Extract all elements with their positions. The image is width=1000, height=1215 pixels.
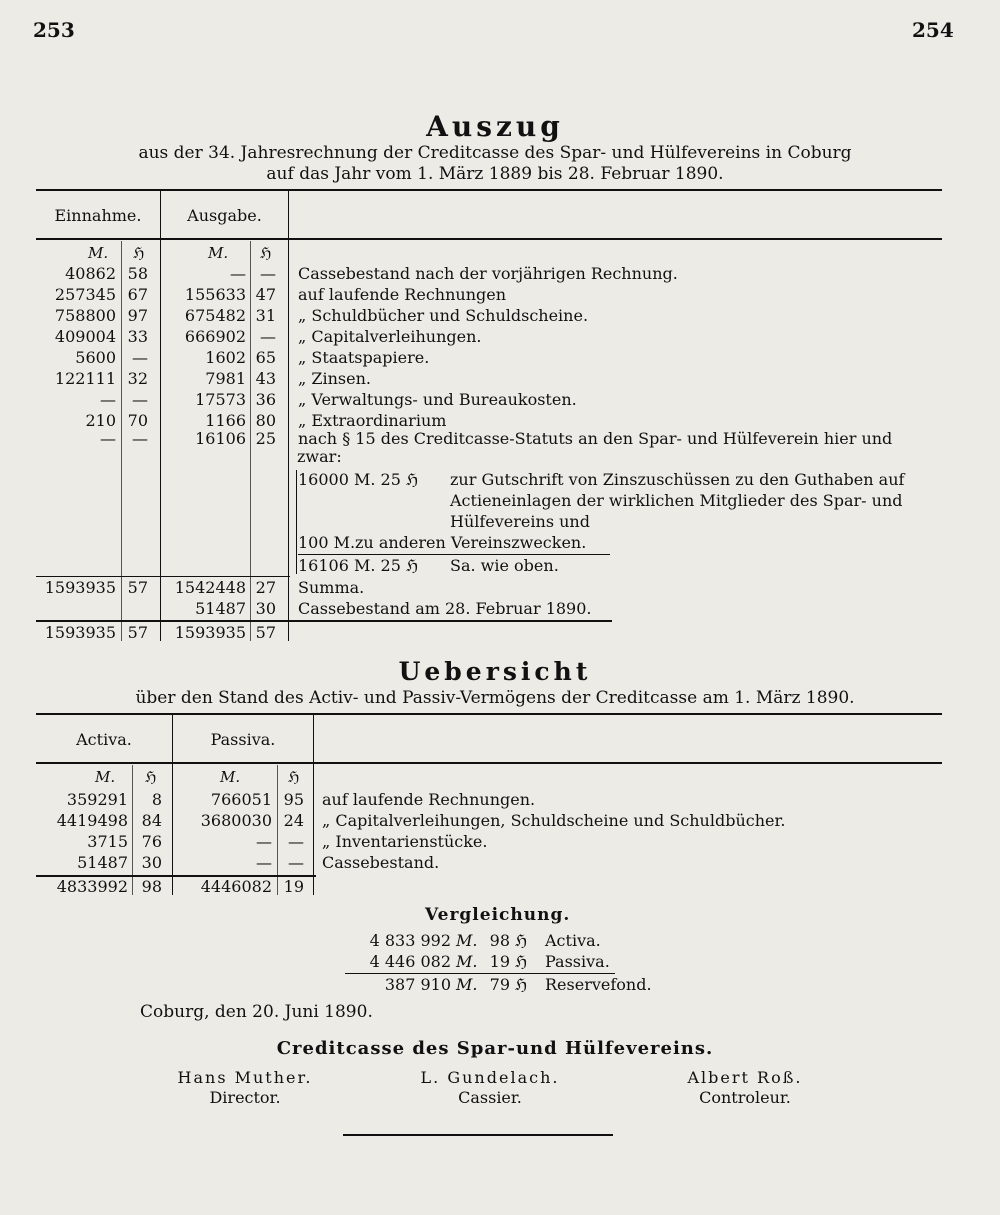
total-e-pf: 57	[127, 623, 148, 642]
table-row	[0, 284, 1000, 305]
ausgabe-pf-value: 36	[255, 390, 276, 409]
verg-reserve-m: 387 910	[384, 975, 451, 994]
table-row	[0, 810, 1000, 831]
ausgabe-mark-value: 155633	[184, 285, 246, 304]
subrow-text-4: zu anderen Vereinszwecken.	[355, 533, 587, 552]
signature-role-1: Director.	[209, 1088, 281, 1107]
row-description: „ Extraordinarium	[298, 411, 447, 430]
passiva-mark-unit: M.	[220, 768, 241, 786]
t2-total-ac-pf: 98	[141, 877, 162, 896]
t2-total-ac-m: 4833992	[56, 877, 128, 896]
ausgabe-mark-value: 16106	[195, 429, 246, 448]
passiva-pf-value: 95	[283, 790, 304, 809]
ausgabe-mark-value: 666902	[184, 327, 246, 346]
ausgabe-pf-value: 47	[255, 285, 276, 304]
signature-name-2: L. Gundelach.	[420, 1068, 560, 1087]
subtotal-rule	[298, 554, 610, 555]
einnahme-mark-pf: ℌ	[133, 244, 145, 262]
verg-activa-pf: 98	[489, 931, 510, 950]
row-description: „ Capitalverleihungen, Schuldscheine und Schuldbücher.	[322, 811, 786, 830]
activa-pf-value: 84	[141, 811, 162, 830]
table-row	[0, 789, 1000, 810]
table-row	[0, 831, 1000, 852]
einnahme-mark-value: 257345	[54, 285, 116, 304]
einnahme-pf-value: 97	[127, 306, 148, 325]
einnahme-pf-value: —	[132, 348, 148, 367]
signature-name-1: Hans Muther.	[177, 1068, 313, 1087]
row-description: auf laufende Rechnungen	[298, 285, 507, 304]
activa-mark-value: 359291	[66, 790, 128, 809]
table2-total-row	[0, 876, 1000, 897]
activa-mark-pf: ℌ	[145, 768, 157, 786]
signature-role-2: Cassier.	[458, 1088, 522, 1107]
table-row	[0, 389, 1000, 410]
ausgabe-mark-pf: ℌ	[260, 244, 272, 262]
ausgabe-mark-value: —	[230, 264, 246, 283]
einnahme-mark-value: 122111	[54, 369, 116, 388]
ausgabe-mark-value: 675482	[184, 306, 246, 325]
activa-mark-value: 3715	[87, 832, 128, 851]
ausgabe-pf-value: —	[260, 327, 276, 346]
einnahme-mark-value: 409004	[54, 327, 116, 346]
einnahme-pf-value: —	[132, 429, 148, 448]
vergleichung-row-passiva	[0, 951, 1000, 972]
page-number-right: 254	[912, 18, 954, 42]
subrow-text-3: Hülfevereins und	[450, 512, 590, 531]
einnahme-pf-value: 58	[127, 264, 148, 283]
einnahme-mark-value: 5600	[75, 348, 116, 367]
einnahme-pf-value: 32	[127, 369, 148, 388]
page-number-left: 253	[33, 18, 75, 42]
uebersicht-title: Uebersicht	[398, 657, 592, 686]
table-row	[0, 428, 1000, 449]
verg-activa-label: Activa.	[545, 931, 601, 950]
signature-role-3: Controleur.	[699, 1088, 791, 1107]
row-description: „ Verwaltungs- und Bureaukosten.	[298, 390, 577, 409]
row-description: „ Capitalverleihungen.	[298, 327, 482, 346]
row-description: „ Zinsen.	[298, 369, 371, 388]
summa-text: Summa.	[298, 578, 365, 597]
summa-e-m: 1593935	[44, 578, 116, 597]
verg-passiva-m: 4 446 082	[369, 952, 451, 971]
verg-passiva-pf: 19	[489, 952, 510, 971]
passiva-mark-value: —	[256, 832, 272, 851]
row-description: „ Schuldbücher und Schuldscheine.	[298, 306, 589, 325]
summa-e-pf: 57	[127, 578, 148, 597]
summa-a-m: 1542448	[174, 578, 246, 597]
table1-top-rule	[36, 189, 942, 191]
verg-passiva-pfmark: ℌ	[515, 952, 528, 971]
einnahme-mark-value: 40862	[65, 264, 116, 283]
passiva-pf-value: —	[288, 832, 304, 851]
t2-total-pa-pf: 19	[283, 877, 304, 896]
passiva-mark-value: 766051	[210, 790, 272, 809]
verg-reserve-label: Reservefond.	[545, 975, 652, 994]
cassebestand-row	[0, 598, 1000, 619]
activa-header: Activa.	[76, 730, 132, 749]
vergleichung-title: Vergleichung.	[425, 905, 571, 925]
zwar-label: zwar:	[297, 447, 342, 466]
table-row	[0, 347, 1000, 368]
row-description: „ Inventarienstücke.	[322, 832, 488, 851]
place-date: Coburg, den 20. Juni 1890.	[140, 1002, 373, 1022]
passiva-pf-value: —	[288, 853, 304, 872]
ausgabe-mark-value: 7981	[205, 369, 246, 388]
ausgabe-mark-value: 1602	[205, 348, 246, 367]
passiva-header: Passiva.	[210, 730, 276, 749]
einnahme-mark-unit: M.	[88, 244, 109, 262]
ausgabe-pf-value: —	[260, 264, 276, 283]
subrow-text-2: Actieneinlagen der wirklichen Mitglieder des Spar- und	[450, 491, 903, 510]
einnahme-pf-value: 67	[127, 285, 148, 304]
ausgabe-mark-unit: M.	[208, 244, 229, 262]
passiva-mark-pf: ℌ	[288, 768, 300, 786]
total-a-m: 1593935	[174, 623, 246, 642]
ausgabe-pf-value: 25	[255, 429, 276, 448]
table-row	[0, 368, 1000, 389]
total-e-m: 1593935	[44, 623, 116, 642]
activa-mark-value: 4419498	[56, 811, 128, 830]
einnahme-header: Einnahme.	[54, 206, 142, 225]
ausgabe-pf-value: 65	[255, 348, 276, 367]
row-description: nach § 15 des Creditcasse-Statuts an den Spar- und Hülfeverein hier und	[298, 429, 893, 448]
verg-activa-pfmark: ℌ	[515, 931, 528, 950]
einnahme-mark-value: 210	[85, 411, 116, 430]
table-row	[0, 263, 1000, 284]
activa-pf-value: 8	[151, 790, 162, 809]
table-row	[0, 305, 1000, 326]
summa-a-pf: 27	[255, 578, 276, 597]
row-description: Cassebestand nach der vorjährigen Rechnung.	[298, 264, 678, 283]
verg-passiva-label: Passiva.	[545, 952, 610, 971]
activa-mark-value: 51487	[77, 853, 128, 872]
passiva-mark-value: 3680030	[200, 811, 272, 830]
verg-passiva-unit: M.	[456, 952, 478, 971]
ausgabe-header: Ausgabe.	[187, 206, 262, 225]
row-description: „ Staatspapiere.	[298, 348, 430, 367]
closing-rule	[343, 1134, 613, 1136]
activa-mark-unit: M.	[95, 768, 116, 786]
einnahme-mark-value: 758800	[54, 306, 116, 325]
einnahme-pf-value: —	[132, 390, 148, 409]
passiva-pf-value: 24	[283, 811, 304, 830]
table-row	[0, 852, 1000, 873]
auszug-subtitle-2: auf das Jahr vom 1. März 1889 bis 28. Februar 1890.	[266, 164, 724, 184]
row-description: auf laufende Rechnungen.	[322, 790, 536, 809]
signature-name-3: Albert Roß.	[687, 1068, 803, 1087]
table-row	[0, 326, 1000, 347]
cassebestand-text: Cassebestand am 28. Februar 1890.	[298, 599, 592, 618]
vergleichung-row-activa	[0, 930, 1000, 951]
einnahme-pf-value: 33	[127, 327, 148, 346]
uebersicht-subtitle: über den Stand des Activ- und Passiv-Vermögens der Creditcasse am 1. März 1890.	[135, 688, 855, 708]
vergleichung-row-reserve	[0, 974, 1000, 995]
verg-reserve-pfmark: ℌ	[515, 975, 528, 994]
subrow-amount-5: 16106 M. 25 ℌ	[298, 556, 419, 575]
verg-activa-m: 4 833 992	[369, 931, 451, 950]
verg-reserve-pf: 79	[489, 975, 510, 994]
org-name: Creditcasse des Spar-und Hülfevereins.	[276, 1038, 714, 1059]
subrow-amount-4: 100 M.	[298, 533, 356, 552]
ausgabe-mark-value: 17573	[195, 390, 246, 409]
total-a-pf: 57	[255, 623, 276, 642]
ausgabe-pf-value: 43	[255, 369, 276, 388]
subrow-amount-1: 16000 M. 25 ℌ	[298, 470, 419, 489]
auszug-title: Auszug	[426, 110, 564, 143]
einnahme-mark-value: —	[100, 390, 116, 409]
ausgabe-mark-value: 1166	[205, 411, 246, 430]
t2-total-pa-m: 4446082	[200, 877, 272, 896]
auszug-subtitle-1: aus der 34. Jahresrechnung der Creditcasse des Spar- und Hülfevereins in Coburg	[138, 143, 852, 163]
subrow-bracket	[296, 470, 297, 574]
cassebestand-a-pf: 30	[255, 599, 276, 618]
summa-row	[0, 577, 1000, 598]
passiva-mark-value: —	[256, 853, 272, 872]
table1-header-rule	[36, 238, 942, 240]
activa-pf-value: 30	[141, 853, 162, 872]
subrow-text-1: zur Gutschrift von Zinszuschüssen zu den Guthaben auf	[450, 470, 905, 489]
einnahme-pf-value: 70	[127, 411, 148, 430]
subrow-text-5: Sa. wie oben.	[450, 556, 559, 575]
total-row	[0, 622, 1000, 643]
einnahme-mark-value: —	[100, 429, 116, 448]
ausgabe-pf-value: 80	[255, 411, 276, 430]
verg-reserve-unit: M.	[456, 975, 478, 994]
cassebestand-a-m: 51487	[195, 599, 246, 618]
ausgabe-pf-value: 31	[255, 306, 276, 325]
row-description: Cassebestand.	[322, 853, 440, 872]
activa-pf-value: 76	[141, 832, 162, 851]
verg-activa-unit: M.	[456, 931, 478, 950]
